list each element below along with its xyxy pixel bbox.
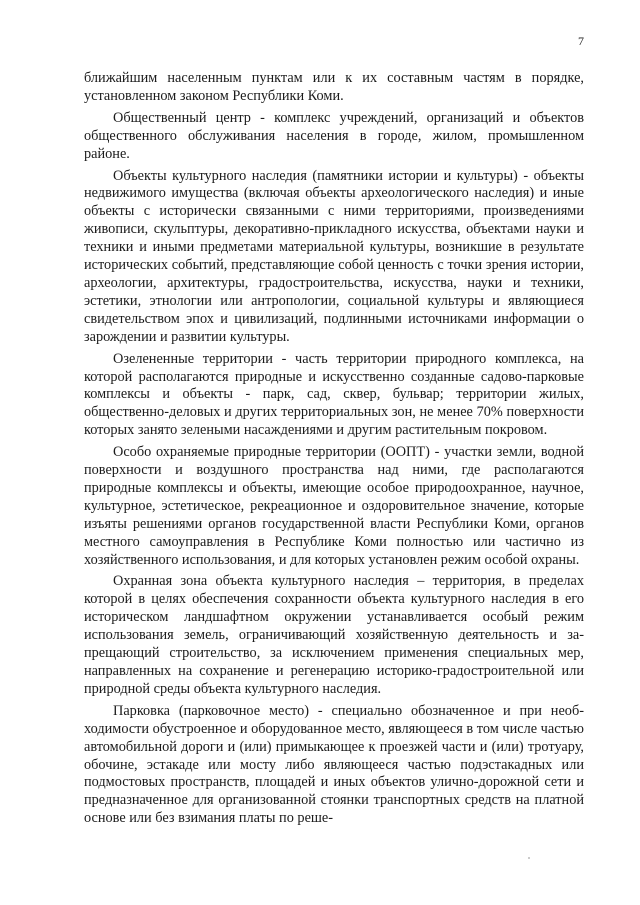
paragraph-continuation: ближайшим населенным пунктам или к их составным частям в порядке, установленном законом Республики Коми. (84, 70, 584, 104)
paragraph-green-areas: Озелененные территории - часть территории природного комплекса, на которой располагаются природные и искусственно созданные садово-парковые комплексы и объекты - парк, сад, сквер, бульвар; территории жилых, общественно-деловых и других территориальных зон, не менее 70% поверхности которых занято зелеными насаждениями и другим растительным покровом. (84, 350, 584, 439)
paragraph-protected-areas: Особо охраняемые природные территории (ООПТ) - участки земли, водной поверхности и воздушного пространства над ними, где располагаются природные комплексы и объекты, имеющие особое природоохранное, научное, культурное, эстетическое, рекреационное и оздоровительное значение, которые изъяты решениями органов государственной власти Республики Коми, органов местного самоуправления в Республике Коми полностью или частично из хозяйственного использования, и для которых установлен режим особой охраны. (84, 444, 584, 568)
paragraph-cultural-heritage: Объекты культурного наследия (памятники истории и культуры) - объекты недвижимого имущества (включая объекты археологического наследия) и иные объекты с исторически связанными с ними территориями, произведениями живописи, скульптуры, декоративно-прикладного искусства, объектами науки и техники и иными предметами материальной культуры, возникшие в результате исторических событий, представляющие собой ценность с точки зрения истории, археологии, архитектуры, градостроительства, искусства, науки и техники, эстетики, этнологии или антропологии, социальной культуры и являющиеся свидетельством эпох и цивилизаций, подлинными источниками информации о зарождении и развитии культуры. (84, 167, 584, 345)
page-number: 7 (578, 34, 584, 48)
paragraph-public-center: Общественный центр - комплекс учреждений, организаций и объектов общественного обслуживания населения в городе, жилом, промышленном районе. (84, 109, 584, 162)
paragraph-parking: Парковка (парковочное место) - специально обозначенное и при необходимости обустроенное и оборудованное место, являющееся в том числе частью автомобильной дороги и (или) примыкающее к проезжей части и (или) тротуару, обочине, эстакаде или мосту либо являющееся частью подэстакадных или подмостовых пространств, площадей и иных объектов улично-дорожной сети и предназначенное для организованной стоянки транспортных средств на платной основе или без взимания платы по реше- (84, 702, 584, 827)
scan-speck (528, 857, 530, 859)
paragraph-heritage-protection-zone: Охранная зона объекта культурного наследия – территория, в пределах которой в целях обеспечения сохранности объекта культурного наследия в его историческом ландшафтном окружении устанавливается особый режим использования земель, ограничивающий хозяйственную деятельность и запрещающий строительство, за исключением применения специальных мер, направленных на сохранение и регенерацию историко-градостроительной или природной среды объекта культурного наследия. (84, 573, 584, 697)
body-text (84, 70, 584, 828)
